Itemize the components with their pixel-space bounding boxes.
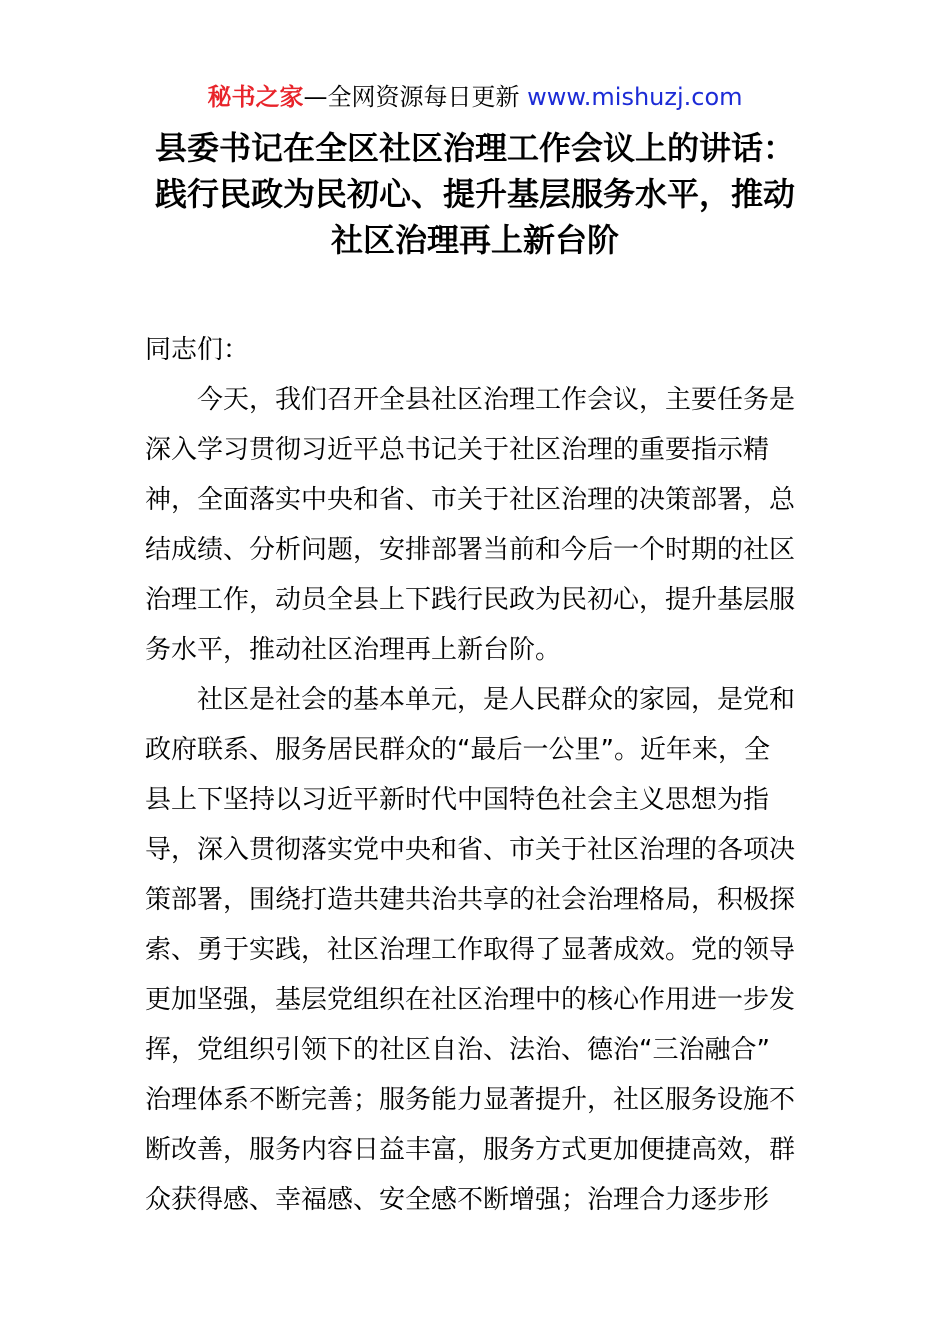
site-header <box>0 80 950 114</box>
title-line: 社区治理再上新台阶 <box>330 221 619 259</box>
document-title <box>140 125 810 263</box>
text-line: 断改善，服务内容日益丰富，服务方式更加便捷高效，群 <box>145 1135 796 1165</box>
text-line: 政府联系、服务居民群众的“最后一公里”。近年来，全 <box>145 735 770 765</box>
site-tagline: —全网资源每日更新 <box>303 83 528 111</box>
text-line: 县上下坚持以习近平新时代中国特色社会主义思想为指 <box>145 785 770 815</box>
text-line: 今天，我们召开全县社区治理工作会议，主要任务是 <box>197 385 796 415</box>
site-url[interactable]: www.mishuzj.com <box>527 83 743 111</box>
text-line: 务水平，推动社区治理再上新台阶。 <box>145 635 562 665</box>
title-line: 践行民政为民初心、提升基层服务水平，推动 <box>154 175 795 213</box>
text-line: 治理工作，动员全县上下践行民政为民初心，提升基层服 <box>145 585 796 615</box>
document-body <box>145 325 807 1225</box>
text-line: 深入学习贯彻习近平总书记关于社区治理的重要指示精 <box>145 435 770 465</box>
text-line: 导，深入贯彻落实党中央和省、市关于社区治理的各项决 <box>145 835 796 865</box>
paragraph-1 <box>145 375 807 675</box>
text-line: 策部署，围绕打造共建共治共享的社会治理格局，积极探 <box>145 885 796 915</box>
text-line: 结成绩、分析问题，安排部署当前和今后一个时期的社区 <box>145 535 796 565</box>
text-line: 挥，党组织引领下的社区自治、法治、德治“三治融合” <box>145 1035 770 1065</box>
text-line: 社区是社会的基本单元，是人民群众的家园，是党和 <box>197 685 796 715</box>
text-line: 神，全面落实中央和省、市关于社区治理的决策部署，总 <box>145 485 796 515</box>
text-line: 索、勇于实践，社区治理工作取得了显著成效。党的领导 <box>145 935 796 965</box>
text-line: 众获得感、幸福感、安全感不断增强；治理合力逐步形 <box>145 1185 770 1215</box>
paragraph-2 <box>145 675 807 1225</box>
salutation: 同志们： <box>145 335 250 365</box>
text-line: 更加坚强，基层党组织在社区治理中的核心作用进一步发 <box>145 985 796 1015</box>
site-name: 秘书之家 <box>207 83 304 111</box>
text-line: 治理体系不断完善；服务能力显著提升，社区服务设施不 <box>145 1085 796 1115</box>
title-line: 县委书记在全区社区治理工作会议上的讲话： <box>154 129 795 167</box>
